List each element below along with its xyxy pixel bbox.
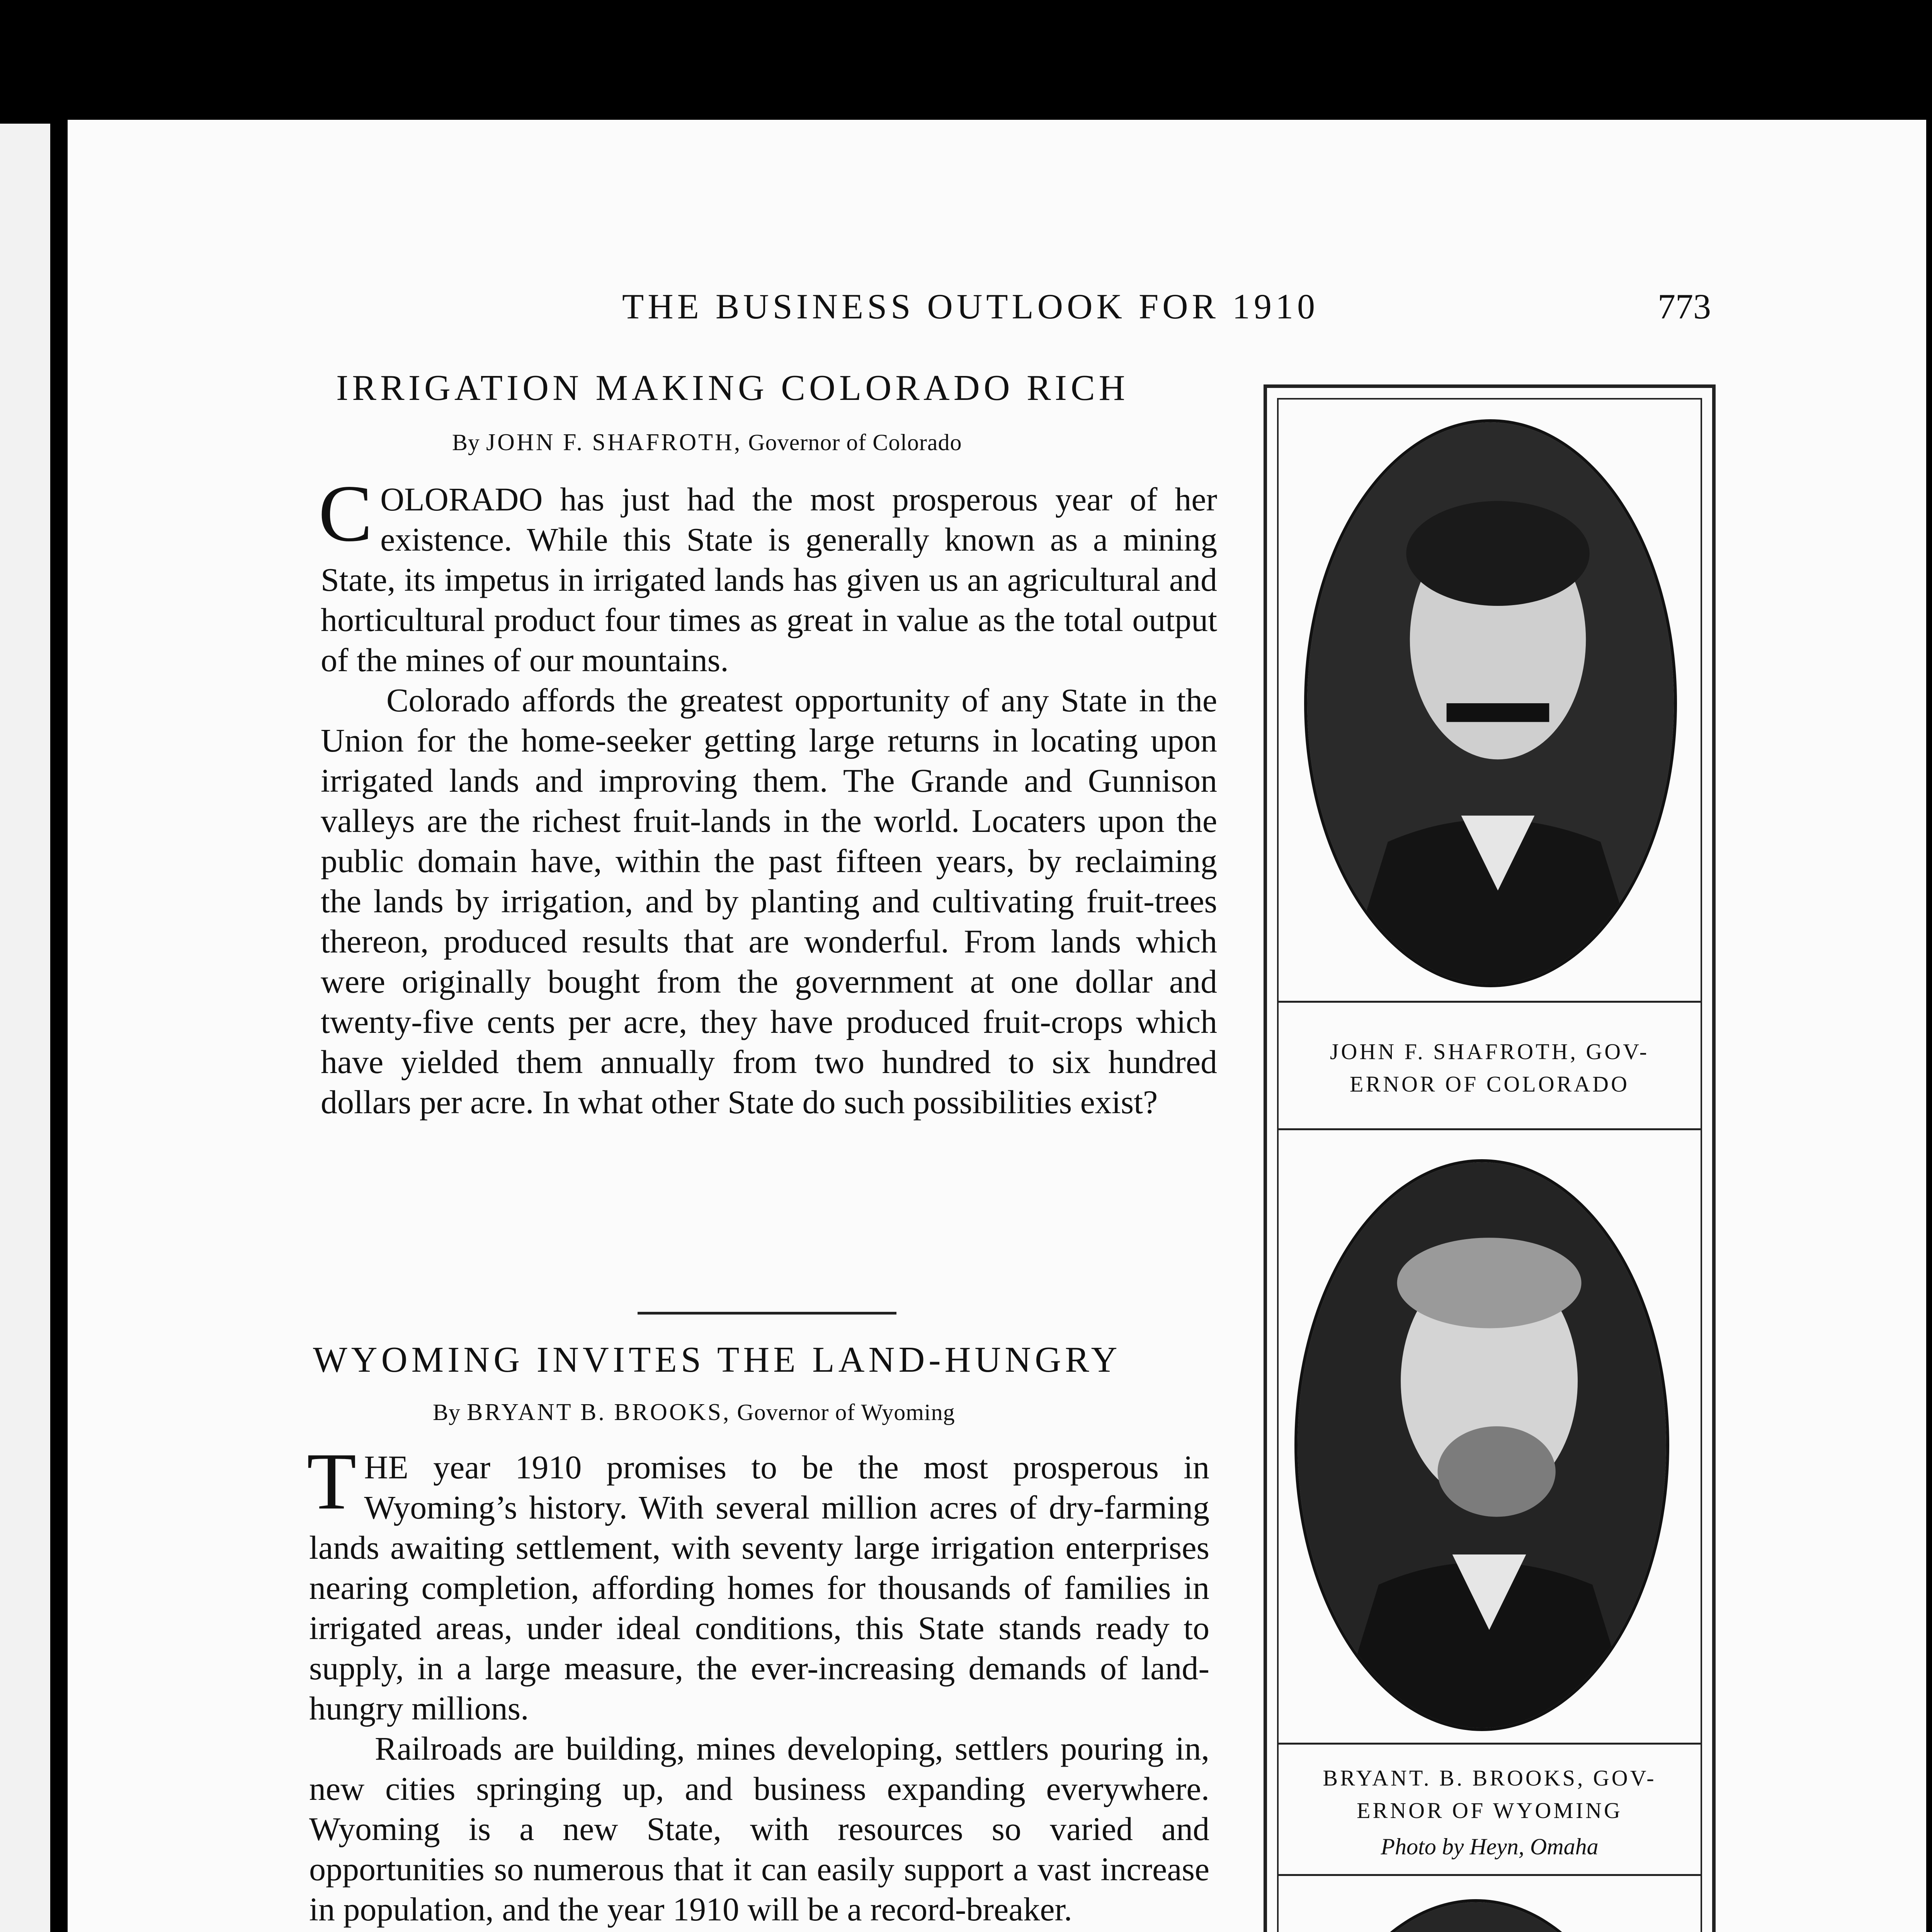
running-head: THE BUSINESS OUTLOOK FOR 1910 [622, 287, 1319, 326]
drop-cap: T [307, 1437, 357, 1526]
byline-colorado [452, 429, 962, 456]
caption-rule [1277, 1128, 1702, 1130]
photo-credit-brooks: Photo by Heyn, Omaha [1381, 1834, 1599, 1859]
byline-prefix: By [433, 1400, 461, 1425]
byline-role: Governor of Wyoming [737, 1400, 955, 1425]
portrait-shafroth [1304, 419, 1677, 987]
caption-line: ERNOR OF COLORADO [1350, 1071, 1629, 1097]
section-divider [638, 1312, 896, 1315]
byline-author: JOHN F. SHAFROTH, [486, 429, 742, 456]
byline-wyoming [433, 1399, 955, 1426]
paragraph: HE year 1910 promises to be the most prosperous in Wyoming’s history. With several million acres of dry-farming lands awaiting settlement, with seventy large irrigation enterprises nearing completion, affording homes for thousands of families in irrigated areas, under ideal conditions, this State stands ready to supply, in a large measure, the ever-increasing demands of land-hungry millions. [309, 1449, 1209, 1727]
left-page-edge [0, 124, 50, 1932]
portrait-photo [1298, 1162, 1666, 1728]
paragraph: OLORADO has just had the most prosperous year of her existence. While this State is generally known as a mining State, its impetus in irrigated lands has given us an agricultural and horticultural product four times as great in value as the total output of the mines of our mountains. [321, 481, 1217, 679]
byline-author: BRYANT B. BROOKS, [467, 1399, 731, 1425]
caption-rule [1277, 1001, 1702, 1003]
caption-rule [1277, 1874, 1702, 1876]
caption-rule [1277, 1743, 1702, 1745]
page-number: 773 [1658, 287, 1711, 326]
article-body-colorado [318, 469, 1217, 1122]
article-title-colorado: IRRIGATION MAKING COLORADO RICH [336, 368, 1129, 408]
drop-cap: C [318, 469, 373, 558]
article-body-wyoming [307, 1437, 1209, 1929]
caption-line: ERNOR OF WYOMING [1357, 1798, 1622, 1823]
paragraph: Railroads are building, mines developing, settlers pouring in, new cities springing up, and business expanding everywhere. Wyoming is a new State, with resources so varied and opportunities so numerous that it can easily support a vast increase in population, and the year 1910 will be a record-breaker. [309, 1730, 1209, 1928]
article-title-wyoming: WYOMING INVITES THE LAND-HUNGRY [313, 1340, 1121, 1380]
caption-line: BRYANT. B. BROOKS, GOV- [1323, 1765, 1656, 1791]
byline-prefix: By [452, 430, 480, 455]
portrait-brooks [1294, 1159, 1669, 1731]
caption-shafroth [1277, 1036, 1702, 1100]
byline-role: Governor of Colorado [748, 430, 962, 455]
caption-brooks [1277, 1762, 1702, 1827]
paragraph: Colorado affords the greatest opportunity of any State in the Union for the home-seeker getting large returns in locating upon irrigated lands and improving them. The Grande and Gunnison valleys are the richest fruit-lands in the world. Locaters upon the public domain have, within the past fifteen years, by reclaiming the lands by irrigation, and by planting and cultivating fruit-trees thereon, produced results that are wonderful. From lands which were originally bought from the government at one dollar and twenty-five cents per acre, they have produced fruit-crops which have yielded them annually from two hundred to six hundred dollars per acre. In what other State do such possibilities exist? [321, 682, 1217, 1121]
portrait-photo [1307, 422, 1674, 984]
caption-line: JOHN F. SHAFROTH, GOV- [1330, 1039, 1650, 1064]
